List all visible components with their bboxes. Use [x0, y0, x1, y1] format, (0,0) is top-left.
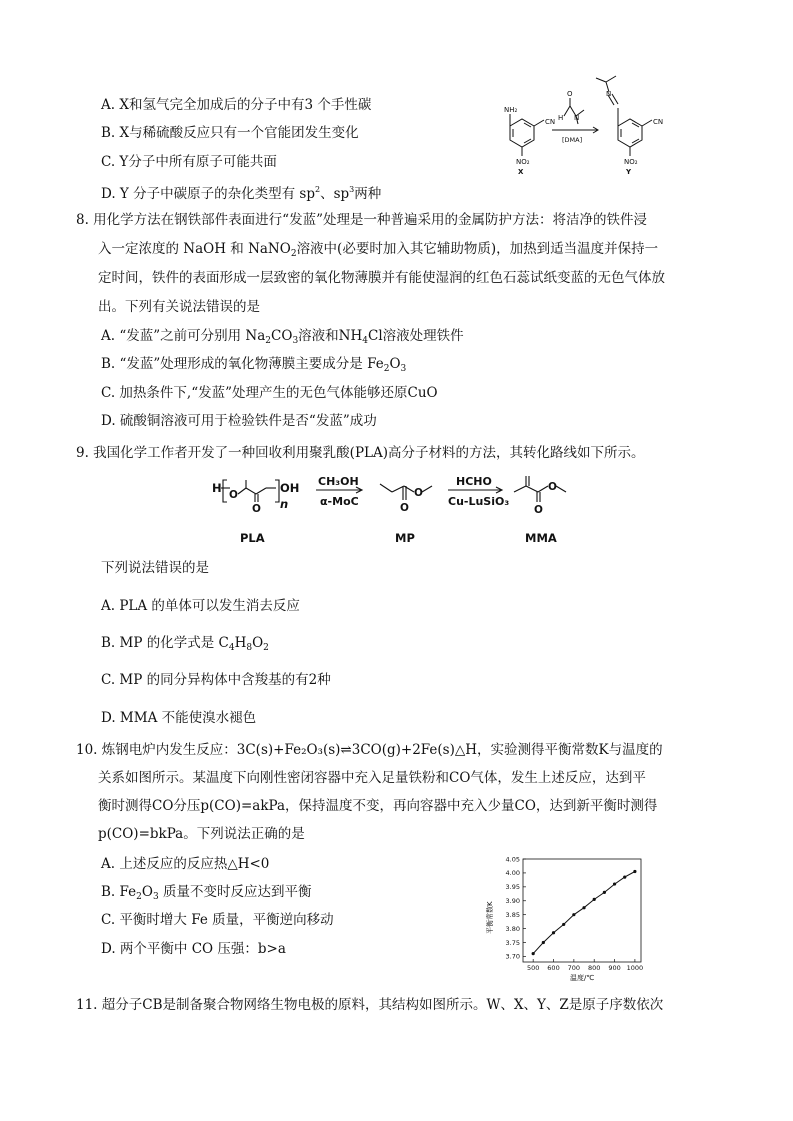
sp3-superscript: 3 — [349, 185, 355, 194]
catalyst-moc: α-MoC — [320, 495, 359, 508]
q10-option-c: C. 平衡时增大 Fe 质量，平衡逆向移动 — [101, 912, 334, 928]
subscript: 3 — [400, 364, 407, 374]
mp-carbonyl-oxygen: O — [400, 502, 409, 514]
q9-lead: 下列说法错误的是 — [101, 560, 209, 576]
x-tick-label: 800 — [587, 964, 601, 972]
q10-option-b-text: B. Fe — [101, 884, 137, 900]
pla-hydroxyl: OH — [280, 481, 300, 495]
q10-option-d: D. 两个平衡中 CO 压强：b>a — [101, 941, 286, 957]
subscript: 2 — [265, 336, 272, 346]
q10-option-b — [101, 883, 311, 906]
q8-option-d: D. 硫酸铜溶液可用于检验铁件是否“发蓝”成功 — [101, 413, 377, 429]
label-pla: PLA — [240, 531, 265, 545]
sp2-superscript: 2 — [315, 185, 321, 194]
data-point — [593, 898, 596, 901]
q7-option-d — [101, 181, 381, 203]
q8-option-b — [101, 355, 406, 378]
y-tick-label: 4.00 — [505, 869, 520, 878]
data-point — [603, 891, 606, 894]
q9-option-c: C. MP 的同分异构体中含羧基的有2种 — [101, 672, 331, 688]
q8-stem-line4: 出。下列有关说法错误的是 — [98, 299, 260, 315]
data-point — [633, 870, 636, 873]
q9-option-a: A. PLA 的单体可以发生消去反应 — [101, 598, 300, 614]
y-tick-label: 3.85 — [505, 910, 520, 919]
label-mma: MMA — [525, 531, 557, 545]
q8-option-b-text: B. “发蓝”处理形成的氧化物薄膜主要成分是 Fe — [101, 356, 384, 372]
data-point — [562, 923, 565, 926]
data-point — [552, 931, 555, 934]
subscript: 3 — [292, 336, 299, 346]
subscript: 4 — [228, 643, 235, 653]
q8-option-a — [101, 327, 464, 350]
pla-carbonyl-oxygen: O — [252, 503, 261, 515]
data-point — [532, 952, 535, 955]
x-benzene-ring — [510, 119, 534, 147]
x-label: X — [518, 168, 524, 176]
subscript: 2 — [383, 364, 390, 374]
q8-option-a-text: Cl溶液处理铁件 — [368, 328, 464, 344]
pla-ester-oxygen: O — [229, 489, 238, 501]
subscript: 8 — [246, 643, 253, 653]
cn-label: CN — [653, 118, 664, 126]
x-tick-label: 600 — [547, 964, 560, 972]
q10-option-b-text: O — [141, 884, 153, 900]
k-vs-temperature-chart — [480, 852, 680, 982]
data-point — [582, 906, 585, 909]
q8-option-a-text: A. “发蓝”之前可分别用 Na — [101, 328, 266, 344]
no2-label: NO₂ — [516, 158, 530, 166]
q9-option-b — [101, 634, 269, 657]
y-tick-label: 3.90 — [505, 897, 520, 906]
data-point — [572, 913, 575, 916]
y-tick-label: 3.75 — [505, 938, 520, 947]
q7-option-d-text: 、sp — [320, 186, 350, 202]
q9-option-b-text: O — [252, 635, 264, 651]
data-point — [613, 882, 616, 885]
no2-label: NO₂ — [624, 158, 638, 166]
q8-option-a-text: 溶液和NH — [298, 328, 363, 344]
q11-stem-line1: 11. 超分子CB是制备聚合物网络生物电极的原料，其结构如图所示。W、X、Y、Z是原子序数依次 — [76, 997, 664, 1013]
y-tick-label: 3.95 — [505, 883, 520, 892]
y-nitrogen: N — [606, 90, 612, 98]
mma-carbonyl-oxygen: O — [534, 504, 543, 516]
q8-stem-line3: 定时间，铁件的表面形成一层致密的氧化物薄膜并有能使湿润的红色石蕊试纸变蓝的无色气体放 — [98, 270, 665, 286]
y-tick-label: 3.70 — [505, 952, 520, 961]
data-point — [542, 941, 545, 944]
q7-option-d-text: 两种 — [354, 186, 382, 202]
q8-option-c: C. 加热条件下,“发蓝”处理产生的无色气体能够还原CuO — [101, 385, 438, 401]
y-label: Y — [626, 168, 632, 176]
y-axis-label: 平衡常数K — [486, 901, 494, 934]
q9-stem: 9. 我国化学工作者开发了一种回收利用聚乳酸(PLA)高分子材料的方法，其转化路线如下所示。 — [76, 445, 645, 461]
q10-option-a: A. 上述反应的反应热△H<0 — [101, 856, 270, 872]
q10-stem-line3: 衡时测得CO分压p(CO)=akPa，保持温度不变，再向容器中充入少量CO，达到新平衡时测得 — [98, 798, 658, 814]
q7-reaction-scheme — [490, 68, 720, 188]
data-point — [623, 875, 626, 878]
x-tick-label: 900 — [608, 964, 621, 972]
plot-frame — [523, 859, 641, 962]
mma-ester-oxygen: O — [548, 481, 557, 493]
q9-option-b-text: H — [234, 635, 247, 651]
subscript: 3 — [152, 892, 159, 902]
subscript: 2 — [290, 249, 297, 259]
reagent-nitrogen: N — [574, 114, 580, 122]
label-mp: MP — [395, 531, 415, 545]
q9-option-b-text: B. MP 的化学式是 C — [101, 635, 229, 651]
reagent-methanol: CH₃OH — [318, 475, 359, 488]
mp-ester-oxygen: O — [414, 487, 423, 499]
q8-option-a-text: CO — [271, 328, 293, 344]
q8-stem-line1: 8. 用化学方法在钢铁部件表面进行“发蓝”处理是一种普遍采用的金属防护方法：将洁净的铁件浸 — [76, 212, 647, 228]
q7-option-b: B. X与稀硫酸反应只有一个官能团发生变化 — [101, 125, 359, 141]
q8-stem-text: 溶液中(必要时加入其它辅助物质)，加热到适当温度并保持一 — [296, 241, 659, 257]
q8-stem-line2 — [98, 240, 658, 263]
condition-label: [DMA] — [562, 136, 583, 144]
q8-stem-text: 入一定浓度的 NaOH 和 NaNO — [98, 241, 291, 257]
reagent-hydrogen: H — [558, 114, 564, 122]
catalyst-culusio3: Cu-LuSiO₃ — [448, 495, 510, 508]
pla-subscript-n: n — [280, 497, 289, 511]
q7-option-c: C. Y分子中所有原子可能共面 — [101, 154, 277, 170]
y-tick-label: 4.05 — [505, 855, 520, 864]
x-tick-label: 1000 — [626, 964, 644, 972]
x-axis-label: 温度/℃ — [570, 974, 595, 982]
q7-option-a: A. X和氢气完全加成后的分子中有3 个手性碳 — [101, 97, 372, 113]
cn-label: CN — [545, 118, 556, 126]
x-tick-label: 700 — [567, 964, 581, 972]
subscript: 2 — [136, 892, 142, 902]
pla-hydrogen: H — [212, 481, 222, 495]
q9-reaction-scheme — [210, 476, 590, 548]
q10-stem-line1: 10. 炼钢电炉内发生反应：3C(s)+Fe₂O₃(s)⇌3CO(g)+2Fe(s)△H，实验测得平衡常数K与温度的 — [76, 742, 663, 758]
subscript: 4 — [362, 336, 368, 346]
q10-stem-line4: p(CO)=bkPa。下列说法正确的是 — [98, 826, 305, 842]
series-line-k — [533, 872, 635, 954]
q9-option-d: D. MMA 不能使溴水褪色 — [101, 710, 257, 726]
x-tick-label: 500 — [526, 964, 540, 972]
q10-option-b-text: 质量不变时反应达到平衡 — [158, 884, 312, 900]
q7-option-d-text: D. Y 分子中碳原子的杂化类型有 sp — [101, 186, 315, 202]
q8-option-b-text: O — [389, 356, 401, 372]
q10-stem-line2: 关系如图所示。某温度下向刚性密闭容器中充入足量铁粉和CO气体，发生上述反应，达到平 — [98, 770, 646, 786]
subscript: 2 — [263, 643, 269, 653]
y-tick-label: 3.80 — [505, 924, 520, 933]
nh2-label: NH₂ — [504, 106, 518, 114]
reagent-formaldehyde: HCHO — [456, 475, 492, 488]
y-benzene-ring — [618, 119, 642, 147]
reagent-oxygen: O — [567, 90, 573, 98]
